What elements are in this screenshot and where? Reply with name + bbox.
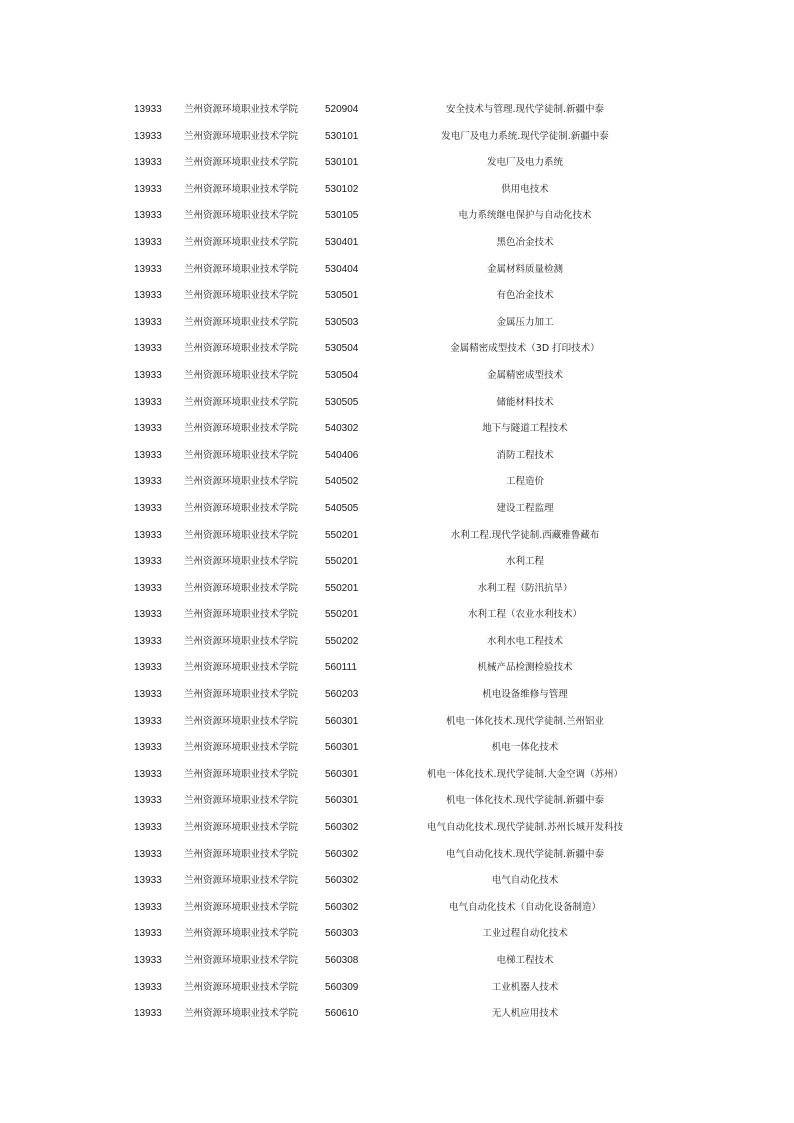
major-code-cell: 550202 <box>325 635 359 647</box>
school-code-cell: 13933 <box>134 582 162 594</box>
major-code-cell: 540302 <box>325 423 359 435</box>
major-code-cell: 560301 <box>325 795 359 807</box>
major-name-cell: 机电一体化技术.现代学徒制.兰州铝业 <box>445 715 605 727</box>
major-name-cell: 电力系统继电保护与自动化技术 <box>458 210 592 222</box>
school-name-cell: 兰州资源环境职业技术学院 <box>184 369 299 381</box>
major-code-cell: 560309 <box>325 981 359 993</box>
table-row <box>0 283 794 310</box>
school-name-cell: 兰州资源环境职业技术学院 <box>184 476 299 488</box>
school-code-cell: 13933 <box>134 901 162 913</box>
major-name-cell: 建设工程监理 <box>496 502 554 514</box>
table-row <box>0 709 794 736</box>
school-name-cell: 兰州资源环境职业技术学院 <box>184 157 299 169</box>
major-code-cell: 560303 <box>325 928 359 940</box>
major-code-cell: 560302 <box>325 875 359 887</box>
school-name-cell: 兰州资源环境职业技术学院 <box>184 689 299 701</box>
major-name-cell: 工业过程自动化技术 <box>482 928 568 940</box>
school-name-cell: 兰州资源环境职业技术学院 <box>184 635 299 647</box>
major-code-cell: 530401 <box>325 236 359 248</box>
table-row <box>0 1001 794 1028</box>
school-name-cell: 兰州资源环境职业技术学院 <box>184 1008 299 1020</box>
major-name-cell: 水利水电工程技术 <box>486 635 563 647</box>
table-row <box>0 443 794 470</box>
school-code-cell: 13933 <box>134 290 162 302</box>
school-name-cell: 兰州资源环境职业技术学院 <box>184 875 299 887</box>
major-name-cell: 工业机器人技术 <box>491 981 559 993</box>
major-name-cell: 金属材料质量检测 <box>486 263 563 275</box>
school-name-cell: 兰州资源环境职业技术学院 <box>184 609 299 621</box>
school-name-cell: 兰州资源环境职业技术学院 <box>184 955 299 966</box>
major-code-cell: 530504 <box>325 343 359 355</box>
school-code-cell: 13933 <box>134 157 162 169</box>
school-name-cell: 兰州资源环境职业技术学院 <box>184 343 299 355</box>
table-row <box>0 788 794 815</box>
school-name-cell: 兰州资源环境职业技术学院 <box>184 822 299 834</box>
major-name-cell: 金属精密成型技术 <box>486 369 563 381</box>
table-row <box>0 868 794 895</box>
school-name-cell: 兰州资源环境职业技术学院 <box>184 901 299 913</box>
major-code-cell: 530101 <box>325 130 359 142</box>
major-name-cell: 电气自动化技术 <box>491 875 559 887</box>
school-code-cell: 13933 <box>134 396 162 408</box>
school-name-cell: 兰州资源环境职业技术学院 <box>184 183 299 195</box>
table-row <box>0 416 794 443</box>
table-row <box>0 735 794 762</box>
table-row <box>0 203 794 230</box>
school-code-cell: 13933 <box>134 875 162 887</box>
table-row <box>0 124 794 151</box>
table-row <box>0 496 794 523</box>
school-code-cell: 13933 <box>134 104 162 115</box>
major-code-cell: 530105 <box>325 210 359 222</box>
school-name-cell: 兰州资源环境职业技术学院 <box>184 582 299 594</box>
table-row <box>0 177 794 204</box>
school-code-cell: 13933 <box>134 822 162 834</box>
table-row <box>0 257 794 284</box>
school-name-cell: 兰州资源环境职业技术学院 <box>184 662 299 674</box>
school-name-cell: 兰州资源环境职业技术学院 <box>184 848 299 860</box>
major-code-cell: 550201 <box>325 529 359 541</box>
major-list <box>0 97 794 1028</box>
table-row <box>0 336 794 363</box>
table-row <box>0 602 794 629</box>
school-code-cell: 13933 <box>134 236 162 248</box>
school-code-cell: 13933 <box>134 476 162 488</box>
school-name-cell: 兰州资源环境职业技术学院 <box>184 981 299 993</box>
table-row <box>0 948 794 975</box>
table-row <box>0 975 794 1002</box>
table-row <box>0 629 794 656</box>
major-code-cell: 530101 <box>325 157 359 169</box>
major-code-cell: 560302 <box>325 901 359 913</box>
major-code-cell: 540502 <box>325 476 359 488</box>
table-row <box>0 655 794 682</box>
school-code-cell: 13933 <box>134 1008 162 1020</box>
major-name-cell: 发电厂及电力系统.现代学徒制.新疆中泰 <box>441 130 609 142</box>
major-name-cell: 黑色冶金技术 <box>496 236 554 248</box>
school-name-cell: 兰州资源环境职业技术学院 <box>184 502 299 514</box>
school-name-cell: 兰州资源环境职业技术学院 <box>184 529 299 541</box>
table-row <box>0 523 794 550</box>
school-name-cell: 兰州资源环境职业技术学院 <box>184 263 299 275</box>
school-name-cell: 兰州资源环境职业技术学院 <box>184 130 299 142</box>
school-name-cell: 兰州资源环境职业技术学院 <box>184 449 299 461</box>
school-code-cell: 13933 <box>134 662 162 674</box>
school-code-cell: 13933 <box>134 848 162 860</box>
major-name-cell: 水利工程 <box>505 556 544 568</box>
table-row <box>0 576 794 603</box>
table-row <box>0 762 794 789</box>
table-row <box>0 390 794 417</box>
school-name-cell: 兰州资源环境职业技术学院 <box>184 396 299 408</box>
table-row <box>0 310 794 337</box>
major-name-cell: 工程造价 <box>505 476 544 488</box>
major-code-cell: 560610 <box>325 1008 359 1020</box>
school-code-cell: 13933 <box>134 609 162 621</box>
school-code-cell: 13933 <box>134 556 162 568</box>
school-code-cell: 13933 <box>134 263 162 275</box>
table-row <box>0 815 794 842</box>
school-code-cell: 13933 <box>134 689 162 701</box>
major-name-cell: 地下与隧道工程技术 <box>482 423 568 435</box>
table-row <box>0 549 794 576</box>
school-code-cell: 13933 <box>134 928 162 940</box>
major-code-cell: 530503 <box>325 316 359 328</box>
major-name-cell: 有色冶金技术 <box>496 290 554 302</box>
major-name-cell: 电梯工程技术 <box>496 955 554 966</box>
major-code-cell: 530404 <box>325 263 359 275</box>
school-name-cell: 兰州资源环境职业技术学院 <box>184 290 299 302</box>
major-code-cell: 540406 <box>325 449 359 461</box>
major-name-cell: 消防工程技术 <box>496 449 554 461</box>
school-name-cell: 兰州资源环境职业技术学院 <box>184 104 299 115</box>
major-name-cell: 机电一体化技术 <box>491 742 559 754</box>
major-code-cell: 560203 <box>325 689 359 701</box>
major-code-cell: 560302 <box>325 848 359 860</box>
school-code-cell: 13933 <box>134 715 162 727</box>
major-name-cell: 无人机应用技术 <box>491 1008 559 1020</box>
major-name-cell: 供用电技术 <box>501 183 549 195</box>
table-row <box>0 150 794 177</box>
major-code-cell: 550201 <box>325 556 359 568</box>
major-name-cell: 发电厂及电力系统 <box>486 157 563 169</box>
school-name-cell: 兰州资源环境职业技术学院 <box>184 795 299 807</box>
table-row <box>0 895 794 922</box>
major-name-cell: 电气自动化技术.现代学徒制.新疆中泰 <box>445 848 605 860</box>
school-code-cell: 13933 <box>134 316 162 328</box>
major-name-cell: 金属压力加工 <box>496 316 554 328</box>
major-name-cell: 机械产品检测检验技术 <box>477 662 573 674</box>
table-row <box>0 921 794 948</box>
school-code-cell: 13933 <box>134 343 162 355</box>
school-name-cell: 兰州资源环境职业技术学院 <box>184 556 299 568</box>
school-code-cell: 13933 <box>134 768 162 780</box>
school-name-cell: 兰州资源环境职业技术学院 <box>184 742 299 754</box>
major-name-cell: 水利工程（农业水利技术） <box>467 609 582 621</box>
major-name-cell: 金属精密成型技术（3D 打印技术） <box>450 343 600 355</box>
school-name-cell: 兰州资源环境职业技术学院 <box>184 715 299 727</box>
major-name-cell: 电气自动化技术.现代学徒制.苏州长城开发科技 <box>426 822 624 834</box>
school-name-cell: 兰州资源环境职业技术学院 <box>184 423 299 435</box>
school-code-cell: 13933 <box>134 529 162 541</box>
major-code-cell: 560301 <box>325 715 359 727</box>
major-name-cell: 机电一体化技术.现代学徒制.新疆中泰 <box>445 795 605 807</box>
table-row <box>0 363 794 390</box>
school-code-cell: 13933 <box>134 955 162 966</box>
major-code-cell: 560301 <box>325 742 359 754</box>
school-code-cell: 13933 <box>134 742 162 754</box>
major-name-cell: 机电一体化技术.现代学徒制.大金空调（苏州） <box>426 768 624 780</box>
school-name-cell: 兰州资源环境职业技术学院 <box>184 236 299 248</box>
major-code-cell: 530501 <box>325 290 359 302</box>
major-code-cell: 550201 <box>325 609 359 621</box>
major-code-cell: 550201 <box>325 582 359 594</box>
major-name-cell: 水利工程.现代学徒制.西藏雅鲁藏布 <box>450 529 600 541</box>
school-code-cell: 13933 <box>134 449 162 461</box>
school-code-cell: 13933 <box>134 981 162 993</box>
major-name-cell: 电气自动化技术（自动化设备制造） <box>448 901 601 913</box>
major-code-cell: 540505 <box>325 502 359 514</box>
school-name-cell: 兰州资源环境职业技术学院 <box>184 768 299 780</box>
major-code-cell: 560301 <box>325 768 359 780</box>
major-name-cell: 安全技术与管理.现代学徒制.新疆中泰 <box>445 104 605 115</box>
school-code-cell: 13933 <box>134 423 162 435</box>
major-name-cell: 水利工程（防汛抗旱） <box>477 582 573 594</box>
major-code-cell: 560302 <box>325 822 359 834</box>
school-code-cell: 13933 <box>134 502 162 514</box>
school-code-cell: 13933 <box>134 369 162 381</box>
school-code-cell: 13933 <box>134 795 162 807</box>
table-row <box>0 469 794 496</box>
table-row <box>0 842 794 869</box>
major-code-cell: 530505 <box>325 396 359 408</box>
major-name-cell: 储能材料技术 <box>496 396 554 408</box>
table-row <box>0 682 794 709</box>
school-code-cell: 13933 <box>134 210 162 222</box>
major-code-cell: 520904 <box>325 104 359 115</box>
school-name-cell: 兰州资源环境职业技术学院 <box>184 928 299 940</box>
major-code-cell: 530102 <box>325 183 359 195</box>
school-code-cell: 13933 <box>134 130 162 142</box>
school-name-cell: 兰州资源环境职业技术学院 <box>184 210 299 222</box>
major-name-cell: 机电设备维修与管理 <box>482 689 568 701</box>
table-row <box>0 97 794 124</box>
major-code-cell: 560111 <box>325 662 357 674</box>
table-row <box>0 230 794 257</box>
school-code-cell: 13933 <box>134 183 162 195</box>
major-code-cell: 560308 <box>325 955 359 966</box>
school-code-cell: 13933 <box>134 635 162 647</box>
school-name-cell: 兰州资源环境职业技术学院 <box>184 316 299 328</box>
major-code-cell: 530504 <box>325 369 359 381</box>
